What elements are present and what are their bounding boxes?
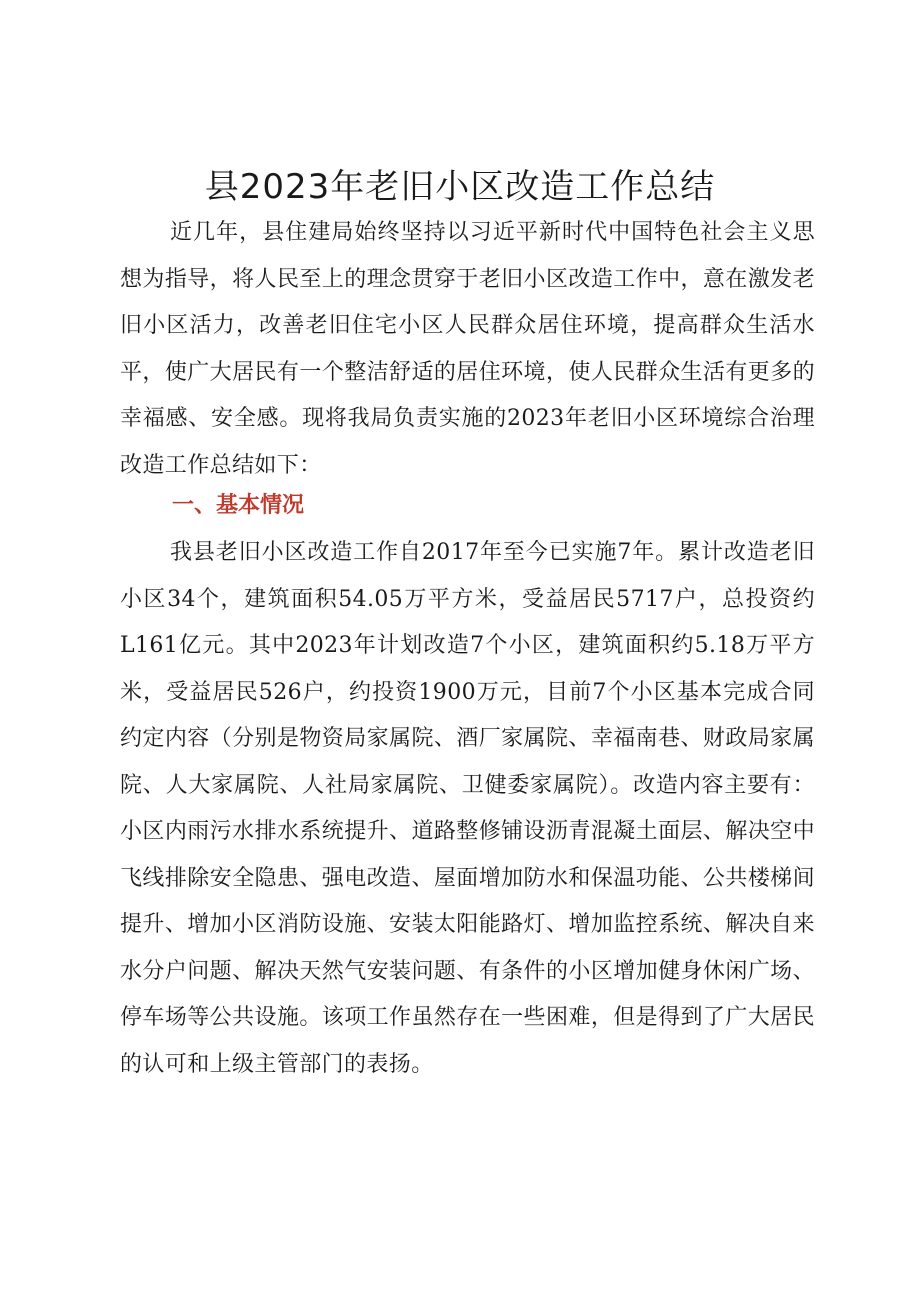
section-heading-basic-situation: 一、基本情况 [172, 493, 305, 518]
section-body-basic-situation: 我县老旧小区改造工作自2017年至今已实施7年。累计改造老旧小区34个，建筑面积54.05万平方米，受益居民5717户，总投资约L161亿元。其中2023年计划改造7个小区，建筑面积约5.18万平方米，受益居民526户，约投资1900万元，目前7个小区基本完成合同约定内容（分别是物资局家属院、酒厂家属院、幸福南巷、财政局家属院、人大家属院、人社局家属院、卫健委家属院）。改造内容主要有：小区内雨污水排水系统提升、道路整修铺设沥青混凝土面层、解决空中飞线排除安全隐患、强电改造、屋面增加防水和保温功能、公共楼梯间提升、增加小区消防设施、安装太阳能路灯、增加监控系统、解决自来水分户问题、解决天然气安装问题、有条件的小区增加健身休闲广场、停车场等公共设施。该项工作虽然存在一些困难，但是得到了广大居民的认可和上级主管部门的表扬。 [120, 540, 815, 1077]
intro-paragraph: 近几年，县住建局始终坚持以习近平新时代中国特色社会主义思想为指导，将人民至上的理念贯穿于老旧小区改造工作中，意在激发老旧小区活力，改善老旧住宅小区人民群众居住环境，提高群众生活水平，使广大居民有一个整洁舒适的居住环境，使人民群众生活有更多的幸福感、安全感。现将我局负责实施的2023年老旧小区环境综合治理改造工作总结如下： [120, 220, 815, 478]
document-title: 县2023年老旧小区改造工作总结 [204, 167, 716, 207]
